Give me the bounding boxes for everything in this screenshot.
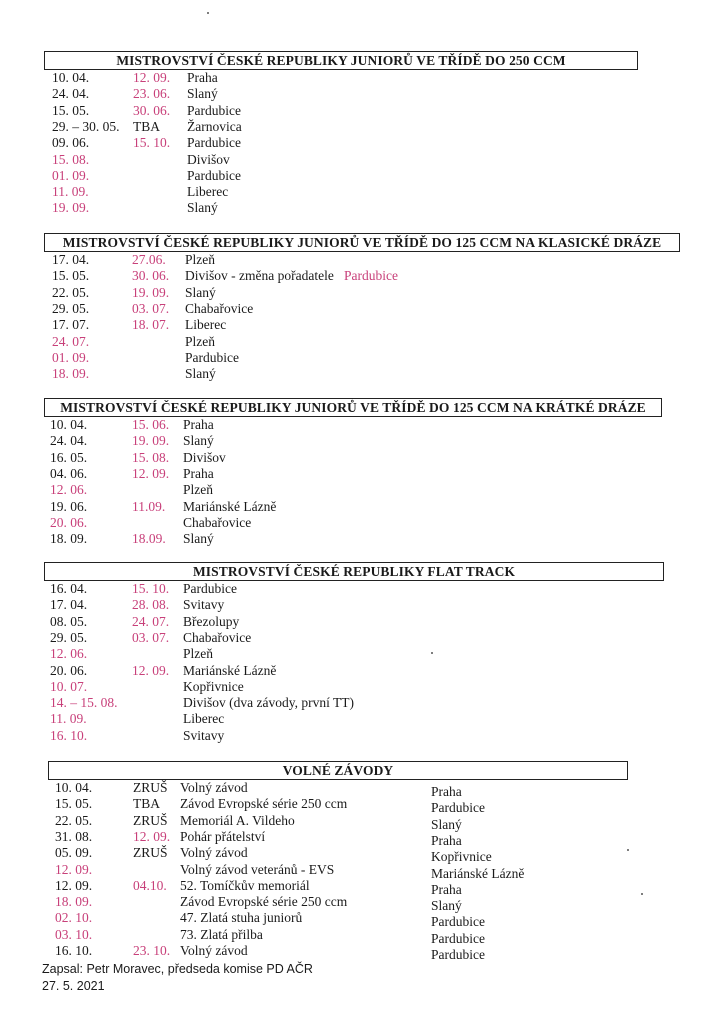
original-date: 18. 09. — [52, 366, 90, 382]
venue: Praha — [183, 417, 214, 432]
table-row — [0, 614, 706, 630]
original-date: 16. 05. — [50, 449, 88, 465]
venue: Pardubice — [431, 947, 485, 962]
original-date: 01. 09. — [52, 349, 90, 365]
original-date: 11. 09. — [52, 184, 89, 200]
table-row — [0, 70, 706, 86]
original-date: 20. 06. — [50, 662, 88, 678]
table-row — [0, 711, 706, 727]
venue: Březolupy — [183, 613, 240, 629]
table-row — [0, 812, 706, 832]
table-row — [0, 943, 706, 962]
venue: Mariánské Lázně — [183, 662, 277, 678]
venue: Divišov — [187, 151, 230, 167]
table-row — [0, 350, 706, 366]
original-date: 31. 08. — [55, 828, 93, 844]
venue: Chabařovice — [183, 514, 252, 530]
table-row — [0, 845, 706, 865]
original-date: 10. 04. — [52, 70, 90, 85]
venue: Divišov (dva závody, první TT) — [183, 695, 354, 711]
new-date: 30. 06. — [132, 268, 170, 284]
original-date: 08. 05. — [50, 613, 88, 629]
venue: Mariánské Lázně — [431, 865, 525, 881]
original-date: 20. 06. — [50, 514, 88, 530]
new-date: 11.09. — [132, 498, 166, 514]
event-name: Závod Evropské série 250 ccm — [180, 894, 348, 910]
table-row — [0, 861, 706, 881]
new-date: ZRUŠ — [133, 845, 168, 861]
venue: Slaný — [183, 531, 214, 547]
original-date: 22. 05. — [55, 812, 93, 828]
new-date: 12. 09. — [133, 828, 171, 844]
event-name: 73. Zlatá přilba — [180, 926, 263, 942]
new-date: 19. 09. — [132, 284, 170, 300]
new-date: ZRUŠ — [133, 812, 168, 828]
event-name: Volný závod — [180, 780, 248, 795]
new-date: 30. 06. — [133, 102, 171, 118]
new-date: 12. 09. — [132, 662, 170, 678]
footer-date: 27. 5. 2021 — [42, 979, 105, 993]
original-date: 03. 10. — [55, 926, 93, 942]
original-date: 10. 07. — [50, 678, 88, 694]
new-date: 28. 08. — [132, 597, 170, 613]
table-row — [0, 184, 706, 200]
table-row — [0, 926, 706, 946]
event-name: Volný závod veteránů - EVS — [180, 861, 335, 877]
table-row — [0, 581, 706, 597]
new-date: ZRUŠ — [133, 780, 168, 795]
original-date: 10. 04. — [50, 417, 88, 432]
table-row — [0, 910, 706, 930]
venue: Chabařovice — [185, 300, 254, 316]
original-date: 17. 04. — [52, 252, 90, 267]
table-row — [0, 301, 706, 317]
venue: Pardubice — [187, 135, 241, 151]
new-date: 18.09. — [132, 531, 166, 547]
section-title: VOLNÉ ZÁVODY — [48, 761, 628, 780]
original-date: 29. – 30. 05. — [52, 118, 120, 134]
venue: Liberec — [183, 711, 225, 727]
new-date: 18. 07. — [132, 317, 170, 333]
venue: Plzeň — [183, 646, 213, 662]
table-row — [0, 630, 706, 646]
venue: Svitavy — [183, 727, 225, 743]
original-date: 15. 05. — [55, 796, 93, 812]
original-date: 17. 04. — [50, 597, 88, 613]
new-date: 12. 09. — [133, 70, 171, 85]
venue: Liberec — [185, 317, 227, 333]
new-date: 15. 10. — [132, 581, 170, 596]
new-date: 04.10. — [133, 877, 167, 893]
table-row — [0, 168, 706, 184]
table-row — [0, 679, 706, 695]
table-row — [0, 780, 706, 799]
scan-speck — [431, 652, 433, 654]
original-date: 15. 08. — [52, 151, 90, 167]
original-date: 05. 09. — [55, 845, 93, 861]
scan-speck — [207, 12, 209, 14]
venue: Žarnovica — [187, 118, 242, 134]
original-date: 24. 07. — [52, 333, 90, 349]
event-name: Memoriál A. Vildeho — [180, 812, 295, 828]
original-date: 18. 09. — [50, 531, 88, 547]
original-date: 15. 05. — [52, 268, 90, 284]
venue: Pardubice — [185, 349, 239, 365]
venue: Slaný — [185, 366, 216, 382]
event-name: Volný závod — [180, 943, 248, 958]
original-date: 19. 09. — [52, 200, 90, 216]
venue: Liberec — [187, 184, 229, 200]
table-row — [0, 894, 706, 914]
original-date: 12. 09. — [55, 877, 93, 893]
venue: Mariánské Lázně — [183, 498, 277, 514]
original-date: 19. 06. — [50, 498, 88, 514]
table-row — [0, 796, 706, 816]
original-date: 18. 09. — [55, 894, 93, 910]
new-date: 15. 06. — [132, 417, 170, 432]
venue: Praha — [187, 70, 218, 85]
original-date: 29. 05. — [52, 300, 90, 316]
table-row — [0, 366, 706, 382]
original-date: 22. 05. — [52, 284, 90, 300]
new-date: 19. 09. — [132, 433, 170, 449]
original-date: 16. 10. — [55, 943, 93, 958]
table-row — [0, 317, 706, 333]
new-date: 24. 07. — [132, 613, 170, 629]
new-date: 23. 06. — [133, 86, 171, 102]
original-date: 24. 04. — [52, 86, 90, 102]
new-date: 12. 09. — [132, 465, 170, 481]
original-date: 16. 10. — [50, 727, 88, 743]
table-row — [0, 531, 706, 547]
section-title: MISTROVSTVÍ ČESKÉ REPUBLIKY FLAT TRACK — [44, 562, 664, 581]
table-row — [0, 515, 706, 531]
table-row — [0, 728, 706, 744]
new-date: 15. 08. — [132, 449, 170, 465]
scan-speck — [627, 849, 629, 851]
table-row — [0, 200, 706, 216]
original-date: 12. 06. — [50, 646, 88, 662]
footer-author: Zapsal: Petr Moravec, předseda komise PD AČR — [42, 962, 313, 976]
venue: Pardubice — [431, 914, 485, 930]
original-date: 10. 04. — [55, 780, 93, 795]
original-date: 16. 04. — [50, 581, 88, 596]
original-date: 11. 09. — [50, 711, 87, 727]
venue: Pardubice — [187, 102, 241, 118]
original-date: 09. 06. — [52, 135, 90, 151]
venue: Praha — [431, 784, 462, 799]
venue: Plzeň — [185, 333, 215, 349]
section-title: MISTROVSTVÍ ČESKÉ REPUBLIKY JUNIORŮ VE TŘÍDĚ DO 250 CCM — [44, 51, 638, 70]
table-row — [0, 663, 706, 679]
original-date: 24. 04. — [50, 433, 88, 449]
event-name: Pohár přátelství — [180, 828, 266, 844]
new-date: TBA — [133, 118, 160, 134]
venue: Kopřivnice — [183, 678, 244, 694]
original-date: 14. – 15. 08. — [50, 695, 118, 711]
section-title: MISTROVSTVÍ ČESKÉ REPUBLIKY JUNIORŮ VE TŘÍDĚ DO 125 CCM NA KLASICKÉ DRÁZE — [44, 233, 680, 252]
table-row — [0, 334, 706, 350]
event-name: Volný závod — [180, 845, 248, 861]
venue: Slaný — [185, 284, 216, 300]
table-row — [0, 597, 706, 613]
venue: Pardubice — [431, 800, 485, 816]
table-row — [0, 268, 706, 284]
table-row — [0, 877, 706, 897]
venue: Slaný — [431, 898, 462, 914]
venue: Pardubice — [187, 167, 241, 183]
scan-speck — [641, 893, 643, 895]
table-row — [0, 152, 706, 168]
venue: Plzeň — [183, 482, 213, 498]
table-row — [0, 646, 706, 662]
table-row — [0, 450, 706, 466]
table-row — [0, 119, 706, 135]
table-row — [0, 417, 706, 433]
venue: Slaný — [431, 816, 462, 832]
event-name: 47. Zlatá stuha juniorů — [180, 910, 303, 926]
new-date: 27.06. — [132, 252, 166, 267]
table-row — [0, 482, 706, 498]
table-row — [0, 285, 706, 301]
original-date: 01. 09. — [52, 167, 90, 183]
venue: Pardubice — [431, 930, 485, 946]
table-row — [0, 466, 706, 482]
venue: Praha — [431, 881, 462, 897]
table-row — [0, 103, 706, 119]
table-row — [0, 433, 706, 449]
venue: Divišov — [183, 449, 226, 465]
original-date: 29. 05. — [50, 629, 88, 645]
venue: Svitavy — [183, 597, 225, 613]
new-date: 23. 10. — [133, 943, 171, 958]
new-date: 03. 07. — [132, 300, 170, 316]
table-row — [0, 828, 706, 848]
venue: Slaný — [187, 86, 218, 102]
venue: Praha — [183, 465, 214, 481]
table-row — [0, 695, 706, 711]
table-row — [0, 252, 706, 268]
new-date: 03. 07. — [132, 629, 170, 645]
venue: Chabařovice — [183, 629, 252, 645]
new-date: TBA — [133, 796, 160, 812]
footer — [42, 961, 313, 995]
table-row — [0, 86, 706, 102]
section-title: MISTROVSTVÍ ČESKÉ REPUBLIKY JUNIORŮ VE TŘÍDĚ DO 125 CCM NA KRÁTKÉ DRÁZE — [44, 398, 662, 417]
event-name: 52. Tomíčkův memoriál — [180, 877, 310, 893]
original-date: 02. 10. — [55, 910, 93, 926]
new-organizer: Pardubice — [344, 268, 398, 284]
table-row — [0, 499, 706, 515]
original-date: 12. 09. — [55, 861, 93, 877]
venue: Pardubice — [183, 581, 237, 596]
venue: Slaný — [183, 433, 214, 449]
new-date: 15. 10. — [133, 135, 171, 151]
original-date: 12. 06. — [50, 482, 88, 498]
original-date: 15. 05. — [52, 102, 90, 118]
event-name: Závod Evropské série 250 ccm — [180, 796, 348, 812]
venue: Divišov - změna pořadatele — [185, 268, 334, 284]
venue: Plzeň — [185, 252, 215, 267]
venue: Praha — [431, 832, 462, 848]
original-date: 17. 07. — [52, 317, 90, 333]
venue: Slaný — [187, 200, 218, 216]
original-date: 04. 06. — [50, 465, 88, 481]
table-row — [0, 135, 706, 151]
venue: Kopřivnice — [431, 849, 492, 865]
